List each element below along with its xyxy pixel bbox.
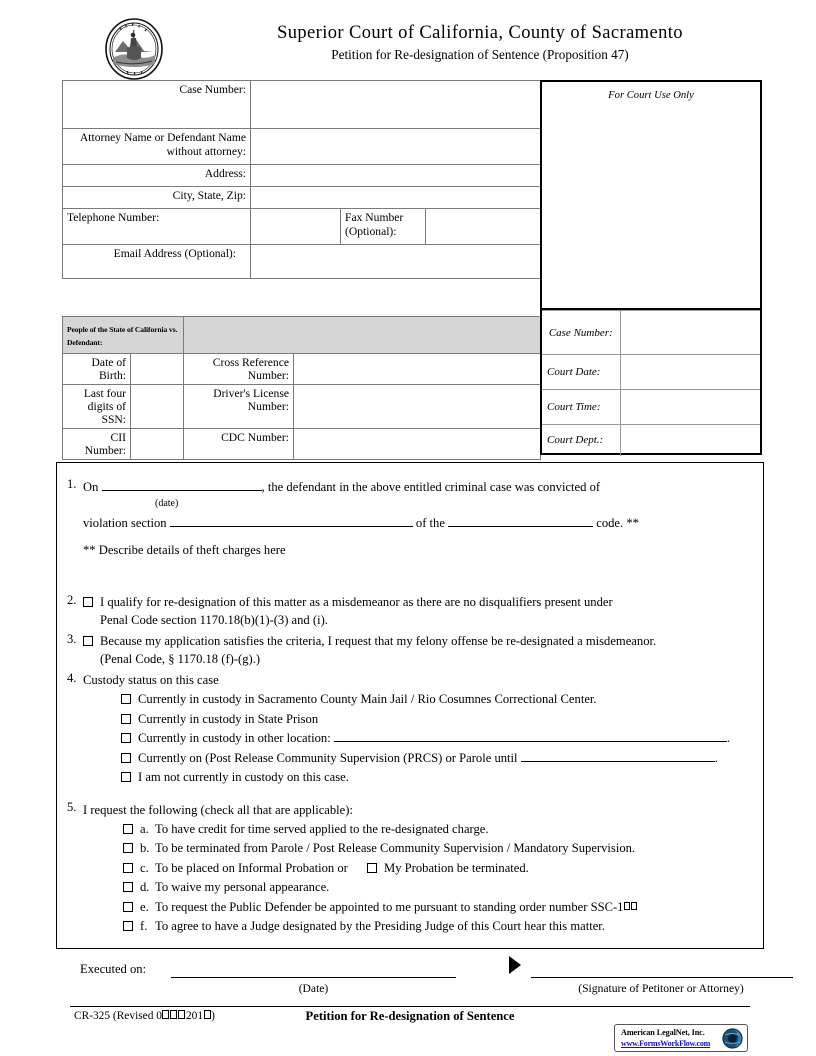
request-e-label: To request the Public Defender be appointed to me pursuant to standing order number SSC-1	[155, 899, 624, 914]
request-option-b	[83, 839, 763, 858]
attorney-caption-table	[62, 80, 541, 279]
california-state-seal-icon	[103, 18, 165, 80]
request-f-checkbox[interactable]	[123, 921, 133, 931]
custody-prcs-period: .	[714, 750, 718, 765]
cii-label: CII Number:	[63, 429, 131, 460]
item-1-of-the: of the	[415, 516, 445, 530]
cross-reference-field[interactable]	[294, 354, 541, 385]
american-legalnet-logo	[614, 1024, 748, 1052]
court-date-label: Court Date:	[542, 355, 620, 390]
attorney-name-label: Attorney Name or Defendant Name without attorney:	[63, 129, 251, 165]
item-3-number: 3.	[67, 632, 77, 646]
form-code-mid: 201	[185, 1010, 204, 1022]
court-dept-field[interactable]	[620, 425, 760, 456]
item-5	[57, 800, 763, 936]
table-row	[63, 81, 541, 129]
item-2-number: 2.	[67, 593, 77, 607]
item-1-note: ** Describe details of theft charges here	[83, 543, 286, 557]
vendor-url-link[interactable]: www.FormsWorkFlow.com	[621, 1039, 711, 1048]
court-time-label: Court Time:	[542, 390, 620, 425]
city-state-zip-field[interactable]	[251, 187, 541, 209]
item-4-heading: Custody status on this case	[83, 673, 219, 687]
page-title: Superior Court of California, County of Sacramento	[277, 23, 683, 43]
form-code-suffix: )	[211, 1010, 215, 1022]
for-court-use-only-label: For Court Use Only	[608, 90, 694, 101]
table-row	[542, 425, 760, 456]
dob-field[interactable]	[131, 354, 184, 385]
item-2	[57, 593, 763, 630]
table-row	[63, 429, 541, 460]
item-1-number: 1.	[67, 477, 77, 491]
table-row	[63, 209, 541, 245]
legalnet-globe-icon	[722, 1028, 743, 1049]
custody-jail-label: Currently in custody in Sacramento County Main Jail / Rio Cosumnes Correctional Center.	[138, 692, 597, 706]
signature-row	[56, 958, 764, 1002]
request-f-label: To agree to have a Judge designated by the Presiding Judge of this Court hear this matter.	[155, 919, 605, 934]
table-row	[63, 165, 541, 187]
title-block	[180, 22, 780, 64]
request-option-a	[83, 820, 763, 839]
item-3-text: Because my application satisfies the criteria, I request that my felony offense be re-designated a misdemeanor.	[100, 634, 657, 648]
item-1	[57, 477, 763, 559]
probation-terminated-label: My Probation be terminated.	[384, 860, 529, 875]
fax-label: Fax Number (Optional):	[341, 209, 426, 245]
cdc-field[interactable]	[294, 429, 541, 460]
drivers-license-label: Driver's License Number:	[184, 385, 294, 429]
table-row	[542, 355, 760, 390]
for-court-use-only-box	[542, 82, 760, 310]
violation-section-label: violation section	[83, 516, 167, 530]
court-use-panel	[540, 80, 762, 455]
item-2-text: I qualify for re-designation of this matter as a misdemeanor as there are no disqualifiers present under	[100, 595, 613, 609]
missing-glyph-box	[631, 902, 637, 910]
custody-option-prcs-parole	[83, 749, 763, 769]
defendant-table	[62, 316, 541, 460]
request-option-e	[83, 898, 763, 917]
item-4	[57, 671, 763, 788]
custody-other-checkbox[interactable]	[121, 733, 131, 743]
item-3-line-1	[83, 632, 763, 650]
item-1-lead: On	[83, 480, 99, 494]
table-row	[542, 390, 760, 425]
custody-prcs-label: Currently on (Post Release Community Supervision (PRCS) or Parole until	[138, 750, 518, 765]
custody-option-other	[83, 729, 763, 749]
petition-body	[56, 462, 764, 949]
date-blank[interactable]	[102, 477, 262, 491]
executed-on-label: Executed on:	[80, 962, 147, 976]
item-3-checkbox[interactable]	[83, 636, 93, 646]
table-row	[63, 385, 541, 429]
custody-other-blank[interactable]	[334, 729, 727, 742]
table-row	[63, 317, 541, 354]
probation-terminated-checkbox[interactable]	[367, 863, 377, 873]
dob-label: Date of Birth:	[63, 354, 131, 385]
cdc-label: CDC Number:	[184, 429, 294, 460]
custody-state-prison-label: Currently in custody in State Prison	[138, 711, 319, 726]
missing-glyph-box	[624, 902, 630, 910]
item-5-number: 5.	[67, 800, 77, 814]
custody-prcs-checkbox[interactable]	[121, 753, 131, 763]
request-option-d	[83, 878, 763, 897]
item-2-line-2: Penal Code section 1170.18(b)(1)-(3) and (i).	[100, 613, 328, 627]
email-field[interactable]	[251, 245, 541, 279]
executed-date-caption: (Date)	[298, 982, 329, 995]
table-row	[542, 311, 760, 355]
vendor-name: American LegalNet, Inc.	[621, 1028, 705, 1037]
request-d-letter: d.	[140, 880, 150, 895]
date-caption: (date)	[155, 498, 179, 509]
request-e-checkbox[interactable]	[123, 902, 133, 912]
court-case-number-field[interactable]	[620, 311, 760, 355]
table-row	[63, 354, 541, 385]
footer-divider	[70, 1006, 750, 1007]
defendant-name-field[interactable]	[184, 317, 541, 354]
telephone-label: Telephone Number:	[63, 209, 251, 245]
form-code-prefix: CR-325 (Revised 0	[74, 1010, 162, 1022]
signature-field[interactable]	[531, 977, 793, 978]
request-b-label: To be terminated from Parole / Post Release Community Supervision / Mandatory Supervision.	[155, 841, 636, 856]
item-3	[57, 632, 763, 669]
request-d-checkbox[interactable]	[123, 882, 133, 892]
item-1-line-2	[83, 513, 763, 532]
executed-on-field[interactable]	[171, 977, 456, 978]
ssn-field[interactable]	[131, 385, 184, 429]
court-time-field[interactable]	[620, 390, 760, 425]
request-a-letter: a.	[140, 822, 149, 836]
item-2-checkbox[interactable]	[83, 597, 93, 607]
custody-option-state-prison	[83, 710, 763, 730]
caption-area	[62, 80, 762, 455]
custody-not-checkbox[interactable]	[121, 772, 131, 782]
court-dept-label: Court Dept.:	[542, 425, 620, 456]
custody-jail-checkbox[interactable]	[121, 694, 131, 704]
custody-other-label: Currently in custody in other location:	[138, 731, 331, 745]
item-1-line-1	[83, 477, 763, 496]
custody-state-prison-checkbox[interactable]	[121, 714, 131, 724]
request-e-letter: e.	[140, 899, 149, 914]
request-b-letter: b.	[140, 841, 150, 856]
item-5-heading: I request the following (check all that are applicable):	[83, 803, 353, 817]
city-state-zip-label: City, State, Zip:	[63, 187, 251, 209]
footer-form-title: Petition for Re-designation of Sentence	[305, 1009, 515, 1023]
request-option-c	[83, 859, 763, 878]
custody-other-period: .	[726, 731, 731, 745]
address-field[interactable]	[251, 165, 541, 187]
violation-section-blank[interactable]	[170, 513, 413, 527]
table-row	[63, 245, 541, 279]
custody-not-label: I am not currently in custody on this case.	[138, 770, 349, 784]
attorney-name-field[interactable]	[251, 129, 541, 165]
signature-arrow-icon	[508, 956, 522, 978]
request-d-label: To waive my personal appearance.	[155, 880, 330, 895]
form-header	[0, 8, 816, 78]
table-row	[63, 129, 541, 165]
request-a-label: To have credit for time served applied to the re-designated charge.	[155, 822, 489, 836]
request-c-label: To be placed on Informal Probation or	[155, 860, 348, 875]
request-c-letter: c.	[140, 860, 149, 875]
item-1-code-tail: code. **	[596, 516, 639, 530]
code-blank[interactable]	[448, 513, 593, 527]
item-1-after-date: , the defendant in the above entitled criminal case was convicted of	[261, 480, 601, 494]
custody-option-not-in-custody	[83, 768, 763, 788]
request-c-checkbox[interactable]	[123, 863, 133, 873]
item-4-number: 4.	[67, 671, 77, 685]
cii-field[interactable]	[131, 429, 184, 460]
case-number-label: Case Number:	[63, 81, 251, 129]
request-a-checkbox[interactable]	[123, 824, 133, 834]
fax-field[interactable]	[426, 209, 541, 245]
cross-reference-label: Cross Reference Number:	[184, 354, 294, 385]
signature-caption: (Signature of Petitoner or Attorney)	[578, 982, 744, 995]
address-label: Address:	[63, 165, 251, 187]
item-3-line-2: (Penal Code, § 1170.18 (f)-(g).)	[100, 652, 261, 666]
item-2-line-1	[83, 593, 763, 611]
ssn-label: Last four digits of SSN:	[63, 385, 131, 429]
table-row	[63, 187, 541, 209]
court-fields-box	[542, 310, 760, 455]
people-vs-defendant-label: People of the State of California vs. Defendant:	[63, 317, 184, 354]
telephone-field[interactable]	[251, 209, 341, 245]
case-number-field[interactable]	[251, 81, 541, 129]
request-b-checkbox[interactable]	[123, 843, 133, 853]
form-subtitle: Petition for Re-designation of Sentence (Proposition 47)	[331, 47, 629, 62]
drivers-license-field[interactable]	[294, 385, 541, 429]
request-f-letter: f.	[140, 919, 148, 934]
custody-prcs-blank[interactable]	[521, 749, 715, 762]
court-date-field[interactable]	[620, 355, 760, 390]
request-option-f	[83, 917, 763, 936]
email-label: Email Address (Optional):	[63, 245, 251, 279]
court-case-number-label: Case Number:	[542, 311, 620, 355]
custody-option-jail	[83, 690, 763, 710]
